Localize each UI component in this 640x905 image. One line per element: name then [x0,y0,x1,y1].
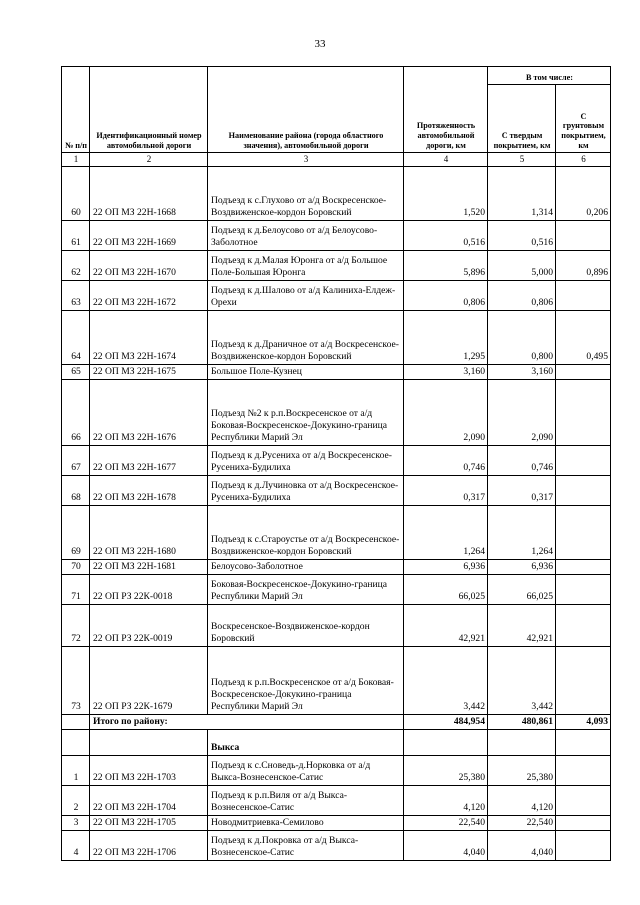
row-number: 69 [62,506,90,560]
road-name: Подъезд к р.п.Виля от а/д Выкса-Вознесенское-Сатис [208,786,404,816]
row-number: 66 [62,380,90,446]
table-row [62,756,611,786]
road-length: 22,540 [404,816,488,831]
soil-surface [556,281,611,311]
row-number: 65 [62,365,90,380]
hard-surface: 3,160 [488,365,556,380]
total-soil: 4,093 [556,715,611,730]
header-id: Идентификационный номер автомобильной дороги [90,67,208,153]
colnum: 1 [62,153,90,167]
road-id: 22 ОП МЗ 22Н-1706 [90,831,208,861]
row-number: 63 [62,281,90,311]
table-row [62,560,611,575]
soil-surface [556,476,611,506]
table-row [62,446,611,476]
road-name: Белоусово-Заболотное [208,560,404,575]
page-number: 33 [314,38,326,50]
district-name: Выкса [208,730,404,756]
road-length: 0,516 [404,221,488,251]
road-id: 22 ОП МЗ 22Н-1669 [90,221,208,251]
hard-surface: 0,516 [488,221,556,251]
district-row [62,730,611,756]
colnum: 3 [208,153,404,167]
road-name: Подъезд к д.Драничное от а/д Воскресенское-Воздвиженское-кордон Боровский [208,311,404,365]
table-row [62,221,611,251]
row-number: 60 [62,167,90,221]
road-name: Подъезд к д.Белоусово от а/д Белоусово-Заболотное [208,221,404,251]
road-name: Подъезд к р.п.Воскресенское от а/д Боковая-Воскресенское-Докукино-граница Республики Марий Эл [208,647,404,715]
road-name: Подъезд №2 к р.п.Воскресенское от а/д Боковая-Воскресенское-Докукино-граница Республики Марий Эл [208,380,404,446]
hard-surface: 22,540 [488,816,556,831]
header-name: Наименование района (города областного значения), автомобильной дороги [208,67,404,153]
row-number: 4 [62,831,90,861]
header-group: В том числе: [488,67,611,85]
row-number: 61 [62,221,90,251]
table-row [62,575,611,605]
road-id: 22 ОП МЗ 22Н-1705 [90,816,208,831]
total-hard: 480,861 [488,715,556,730]
soil-surface [556,605,611,647]
road-length: 0,806 [404,281,488,311]
hard-surface: 1,264 [488,506,556,560]
table-row [62,380,611,446]
road-name: Большое Поле-Кузнец [208,365,404,380]
road-name: Подъезд к д.Покровка от а/д Выкса-Вознесенское-Сатис [208,831,404,861]
table-row [62,605,611,647]
road-length: 2,090 [404,380,488,446]
road-id: 22 ОП МЗ 22Н-1670 [90,251,208,281]
soil-surface [556,786,611,816]
road-name: Подъезд к д.Шалово от а/д Калиниха-Елдеж-Орехи [208,281,404,311]
header-hard: С твердым покрытием, км [488,85,556,153]
hard-surface: 1,314 [488,167,556,221]
road-length: 3,442 [404,647,488,715]
soil-surface: 0,495 [556,311,611,365]
soil-surface: 0,896 [556,251,611,281]
hard-surface: 6,936 [488,560,556,575]
road-length: 6,936 [404,560,488,575]
road-name: Боковая-Воскресенское-Докукино-граница Республики Марий Эл [208,575,404,605]
row-number: 71 [62,575,90,605]
header-length: Протяженность автомобильной дороги, км [404,67,488,153]
road-id: 22 ОП РЗ 22К-1679 [90,647,208,715]
header-num: № п/п [62,67,90,153]
soil-surface [556,446,611,476]
soil-surface [556,221,611,251]
road-length: 66,025 [404,575,488,605]
soil-surface [556,831,611,861]
hard-surface: 42,921 [488,605,556,647]
road-length: 0,317 [404,476,488,506]
soil-surface [556,816,611,831]
road-length: 3,160 [404,365,488,380]
soil-surface [556,575,611,605]
road-id: 22 ОП МЗ 22Н-1703 [90,756,208,786]
total-label: Итого по району: [90,715,404,730]
hard-surface: 2,090 [488,380,556,446]
road-name: Подъезд к д.Русениха от а/д Воскресенское-Русениха-Будилиха [208,446,404,476]
hard-surface: 66,025 [488,575,556,605]
district-empty [556,730,611,756]
road-name: Подъезд к д.Лучиновка от а/д Воскресенское-Русениха-Будилиха [208,476,404,506]
row-number: 1 [62,756,90,786]
hard-surface: 4,120 [488,786,556,816]
table-row [62,816,611,831]
road-id: 22 ОП МЗ 22Н-1681 [90,560,208,575]
road-id: 22 ОП МЗ 22Н-1672 [90,281,208,311]
table-row [62,476,611,506]
soil-surface [556,756,611,786]
row-number: 68 [62,476,90,506]
hard-surface: 3,442 [488,647,556,715]
road-name: Воскресенское-Воздвиженское-кордон Боровский [208,605,404,647]
district-empty [62,730,90,756]
table-row [62,251,611,281]
row-number: 70 [62,560,90,575]
soil-surface [556,560,611,575]
road-id: 22 ОП МЗ 22Н-1668 [90,167,208,221]
road-id: 22 ОП МЗ 22Н-1678 [90,476,208,506]
hard-surface: 5,000 [488,251,556,281]
district-empty [404,730,488,756]
soil-surface [556,647,611,715]
road-length: 0,746 [404,446,488,476]
road-id: 22 ОП РЗ 22К-0018 [90,575,208,605]
hard-surface: 0,806 [488,281,556,311]
table-row [62,786,611,816]
road-id: 22 ОП МЗ 22Н-1674 [90,311,208,365]
row-number: 73 [62,647,90,715]
table-row [62,365,611,380]
district-empty [488,730,556,756]
road-id: 22 ОП РЗ 22К-0019 [90,605,208,647]
row-number: 2 [62,786,90,816]
road-id: 22 ОП МЗ 22Н-1677 [90,446,208,476]
total-length: 484,954 [404,715,488,730]
road-id: 22 ОП МЗ 22Н-1704 [90,786,208,816]
district-empty [90,730,208,756]
hard-surface: 0,800 [488,311,556,365]
road-length: 4,120 [404,786,488,816]
road-length: 1,295 [404,311,488,365]
road-id: 22 ОП МЗ 22Н-1680 [90,506,208,560]
hard-surface: 0,746 [488,446,556,476]
roads-table [61,66,611,861]
road-name: Подъезд к с.Глухово от а/д Воскресенское-Воздвиженское-кордон Боровский [208,167,404,221]
hard-surface: 0,317 [488,476,556,506]
header-soil: С грунтовым покрытием, км [556,85,611,153]
table-row [62,311,611,365]
road-name: Подъезд к д.Малая Юронга от а/д Большое Поле-Большая Юронга [208,251,404,281]
table-row [62,831,611,861]
colnum: 2 [90,153,208,167]
table-row [62,647,611,715]
soil-surface [556,506,611,560]
row-number: 67 [62,446,90,476]
road-length: 25,380 [404,756,488,786]
row-number: 72 [62,605,90,647]
table-row [62,506,611,560]
hard-surface: 25,380 [488,756,556,786]
road-length: 42,921 [404,605,488,647]
soil-surface [556,365,611,380]
road-length: 1,520 [404,167,488,221]
row-number: 62 [62,251,90,281]
road-length: 4,040 [404,831,488,861]
colnum: 4 [404,153,488,167]
hard-surface: 4,040 [488,831,556,861]
total-empty [62,715,90,730]
colnum: 5 [488,153,556,167]
road-id: 22 ОП МЗ 22Н-1676 [90,380,208,446]
soil-surface: 0,206 [556,167,611,221]
road-name: Новодмитриевка-Семилово [208,816,404,831]
row-number: 3 [62,816,90,831]
road-length: 1,264 [404,506,488,560]
row-number: 64 [62,311,90,365]
table-row [62,281,611,311]
road-name: Подъезд к с.Староустье от а/д Воскресенское-Воздвиженское-кордон Боровский [208,506,404,560]
total-row [62,715,611,730]
road-length: 5,896 [404,251,488,281]
road-id: 22 ОП МЗ 22Н-1675 [90,365,208,380]
road-name: Подъезд к с.Сноведь-д.Норковка от а/д Выкса-Вознесенское-Сатис [208,756,404,786]
colnum: 6 [556,153,611,167]
soil-surface [556,380,611,446]
table-row [62,167,611,221]
